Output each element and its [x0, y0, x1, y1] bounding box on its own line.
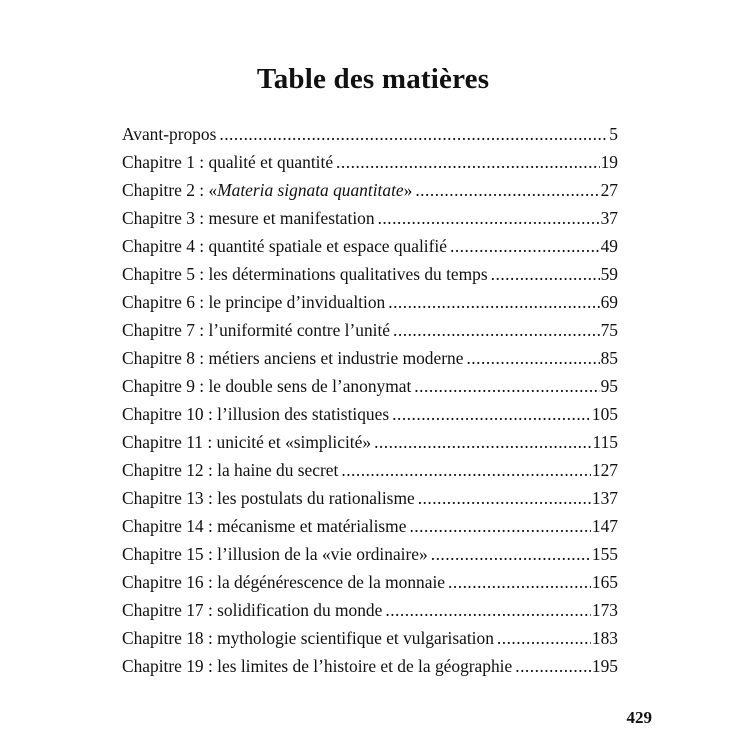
toc-entry: [122, 148, 618, 176]
toc-entry-title: Avant-propos: [122, 124, 217, 144]
dot-leader: [466, 344, 599, 372]
toc-entry-page: 173: [591, 600, 618, 620]
toc-entry-title: Chapitre 8 : métiers anciens et industrie moderne: [122, 348, 464, 368]
toc-entry-title: Chapitre 9 : le double sens de l’anonymat: [122, 376, 412, 396]
toc-entry-title: Chapitre 12 : la haine du secret: [122, 460, 339, 480]
toc-entry-page: 19: [600, 152, 618, 172]
toc-entry-title-italic: Materia signata quantitate: [217, 180, 404, 200]
toc-entry-page: 183: [591, 628, 618, 648]
toc-entry-title: Chapitre 13 : les postulats du rationalisme: [122, 488, 415, 508]
toc-entry: [122, 540, 618, 568]
toc-entry-title: Chapitre 19 : les limites de l’histoire et de la géographie: [122, 656, 513, 676]
toc-entry-page: 127: [591, 460, 618, 480]
toc-entry: [122, 120, 618, 148]
toc-entry: [122, 400, 618, 428]
toc-entry-title: Chapitre 17 : solidification du monde: [122, 600, 383, 620]
toc-entry-page: 147: [591, 516, 618, 536]
toc-entry-page: 37: [600, 208, 618, 228]
dot-leader: [431, 540, 591, 568]
toc-entry-title: Chapitre 1 : qualité et quantité: [122, 152, 334, 172]
toc-entry: [122, 232, 618, 260]
toc-entry: [122, 652, 618, 680]
dot-leader: [388, 288, 599, 316]
toc-entry: [122, 316, 618, 344]
toc-entry: [122, 260, 618, 288]
page-title: Table des matières: [256, 63, 490, 96]
dot-leader: [414, 372, 599, 400]
toc-entry-title: Chapitre 11 : unicité et «simplicité»: [122, 432, 372, 452]
toc-entry-page: 137: [591, 488, 618, 508]
dot-leader: [515, 652, 591, 680]
dot-leader: [341, 456, 591, 484]
toc-entry-title: Chapitre 5 : les déterminations qualitatives du temps: [122, 264, 488, 284]
toc-entry-page: 165: [591, 572, 618, 592]
toc-entry: [122, 176, 618, 204]
toc-entry: [122, 512, 618, 540]
toc-entry-title: Chapitre 14 : mécanisme et matérialisme: [122, 516, 407, 536]
toc-entry: [122, 204, 618, 232]
toc-entry-title-prefix: Chapitre 2 : «: [122, 180, 218, 200]
toc-entry-page: 69: [600, 292, 618, 312]
toc-entry-title: Chapitre 4 : quantité spatiale et espace qualifié: [122, 236, 447, 256]
dot-leader: [378, 204, 600, 232]
toc-entry-title: Chapitre 16 : la dégénérescence de la monnaie: [122, 572, 446, 592]
toc-entry-page: 195: [591, 656, 618, 676]
toc-entry-page: 115: [592, 432, 618, 452]
dot-leader: [392, 400, 591, 428]
dot-leader: [418, 484, 591, 512]
dot-leader: [415, 176, 599, 204]
toc-entry-page: 75: [600, 320, 618, 340]
toc-entry: [122, 288, 618, 316]
dot-leader: [385, 596, 591, 624]
toc-entry-page: 105: [591, 404, 618, 424]
page-number: 429: [626, 708, 652, 727]
dot-leader: [336, 148, 600, 176]
toc-entry-page: 5: [609, 124, 618, 144]
toc-entry-page: 155: [591, 544, 618, 564]
table-of-contents: [122, 120, 618, 680]
toc-entry-title: Chapitre 18 : mythologie scientifique et vulgarisation: [122, 628, 494, 648]
toc-entry: [122, 596, 618, 624]
dot-leader: [409, 512, 590, 540]
toc-entry: [122, 568, 618, 596]
dot-leader: [448, 568, 591, 596]
toc-entry-page: 49: [600, 236, 618, 256]
toc-entry: [122, 428, 618, 456]
toc-entry-title: [122, 176, 412, 204]
toc-entry-page: 85: [600, 348, 618, 368]
toc-entry-page: 27: [600, 180, 618, 200]
toc-entry: [122, 484, 618, 512]
toc-entry: [122, 624, 618, 652]
toc-entry-title: Chapitre 7 : l’uniformité contre l’unité: [122, 320, 391, 340]
toc-entry-page: 59: [600, 264, 618, 284]
dot-leader: [491, 260, 600, 288]
toc-entry: [122, 372, 618, 400]
toc-entry-page: 95: [600, 376, 618, 396]
toc-entry-title: Chapitre 15 : l’illusion de la «vie ordinaire»: [122, 544, 428, 564]
toc-entry-title: Chapitre 10 : l’illusion des statistiques: [122, 404, 390, 424]
dot-leader: [497, 624, 591, 652]
toc-entry-title: Chapitre 6 : le principe d’invidualtion: [122, 292, 386, 312]
dot-leader: [219, 120, 608, 148]
toc-entry: [122, 456, 618, 484]
dot-leader: [374, 428, 591, 456]
toc-entry-title: Chapitre 3 : mesure et manifestation: [122, 208, 375, 228]
dot-leader: [450, 232, 600, 260]
dot-leader: [393, 316, 600, 344]
toc-entry: [122, 344, 618, 372]
toc-entry-title-suffix: »: [403, 180, 413, 200]
